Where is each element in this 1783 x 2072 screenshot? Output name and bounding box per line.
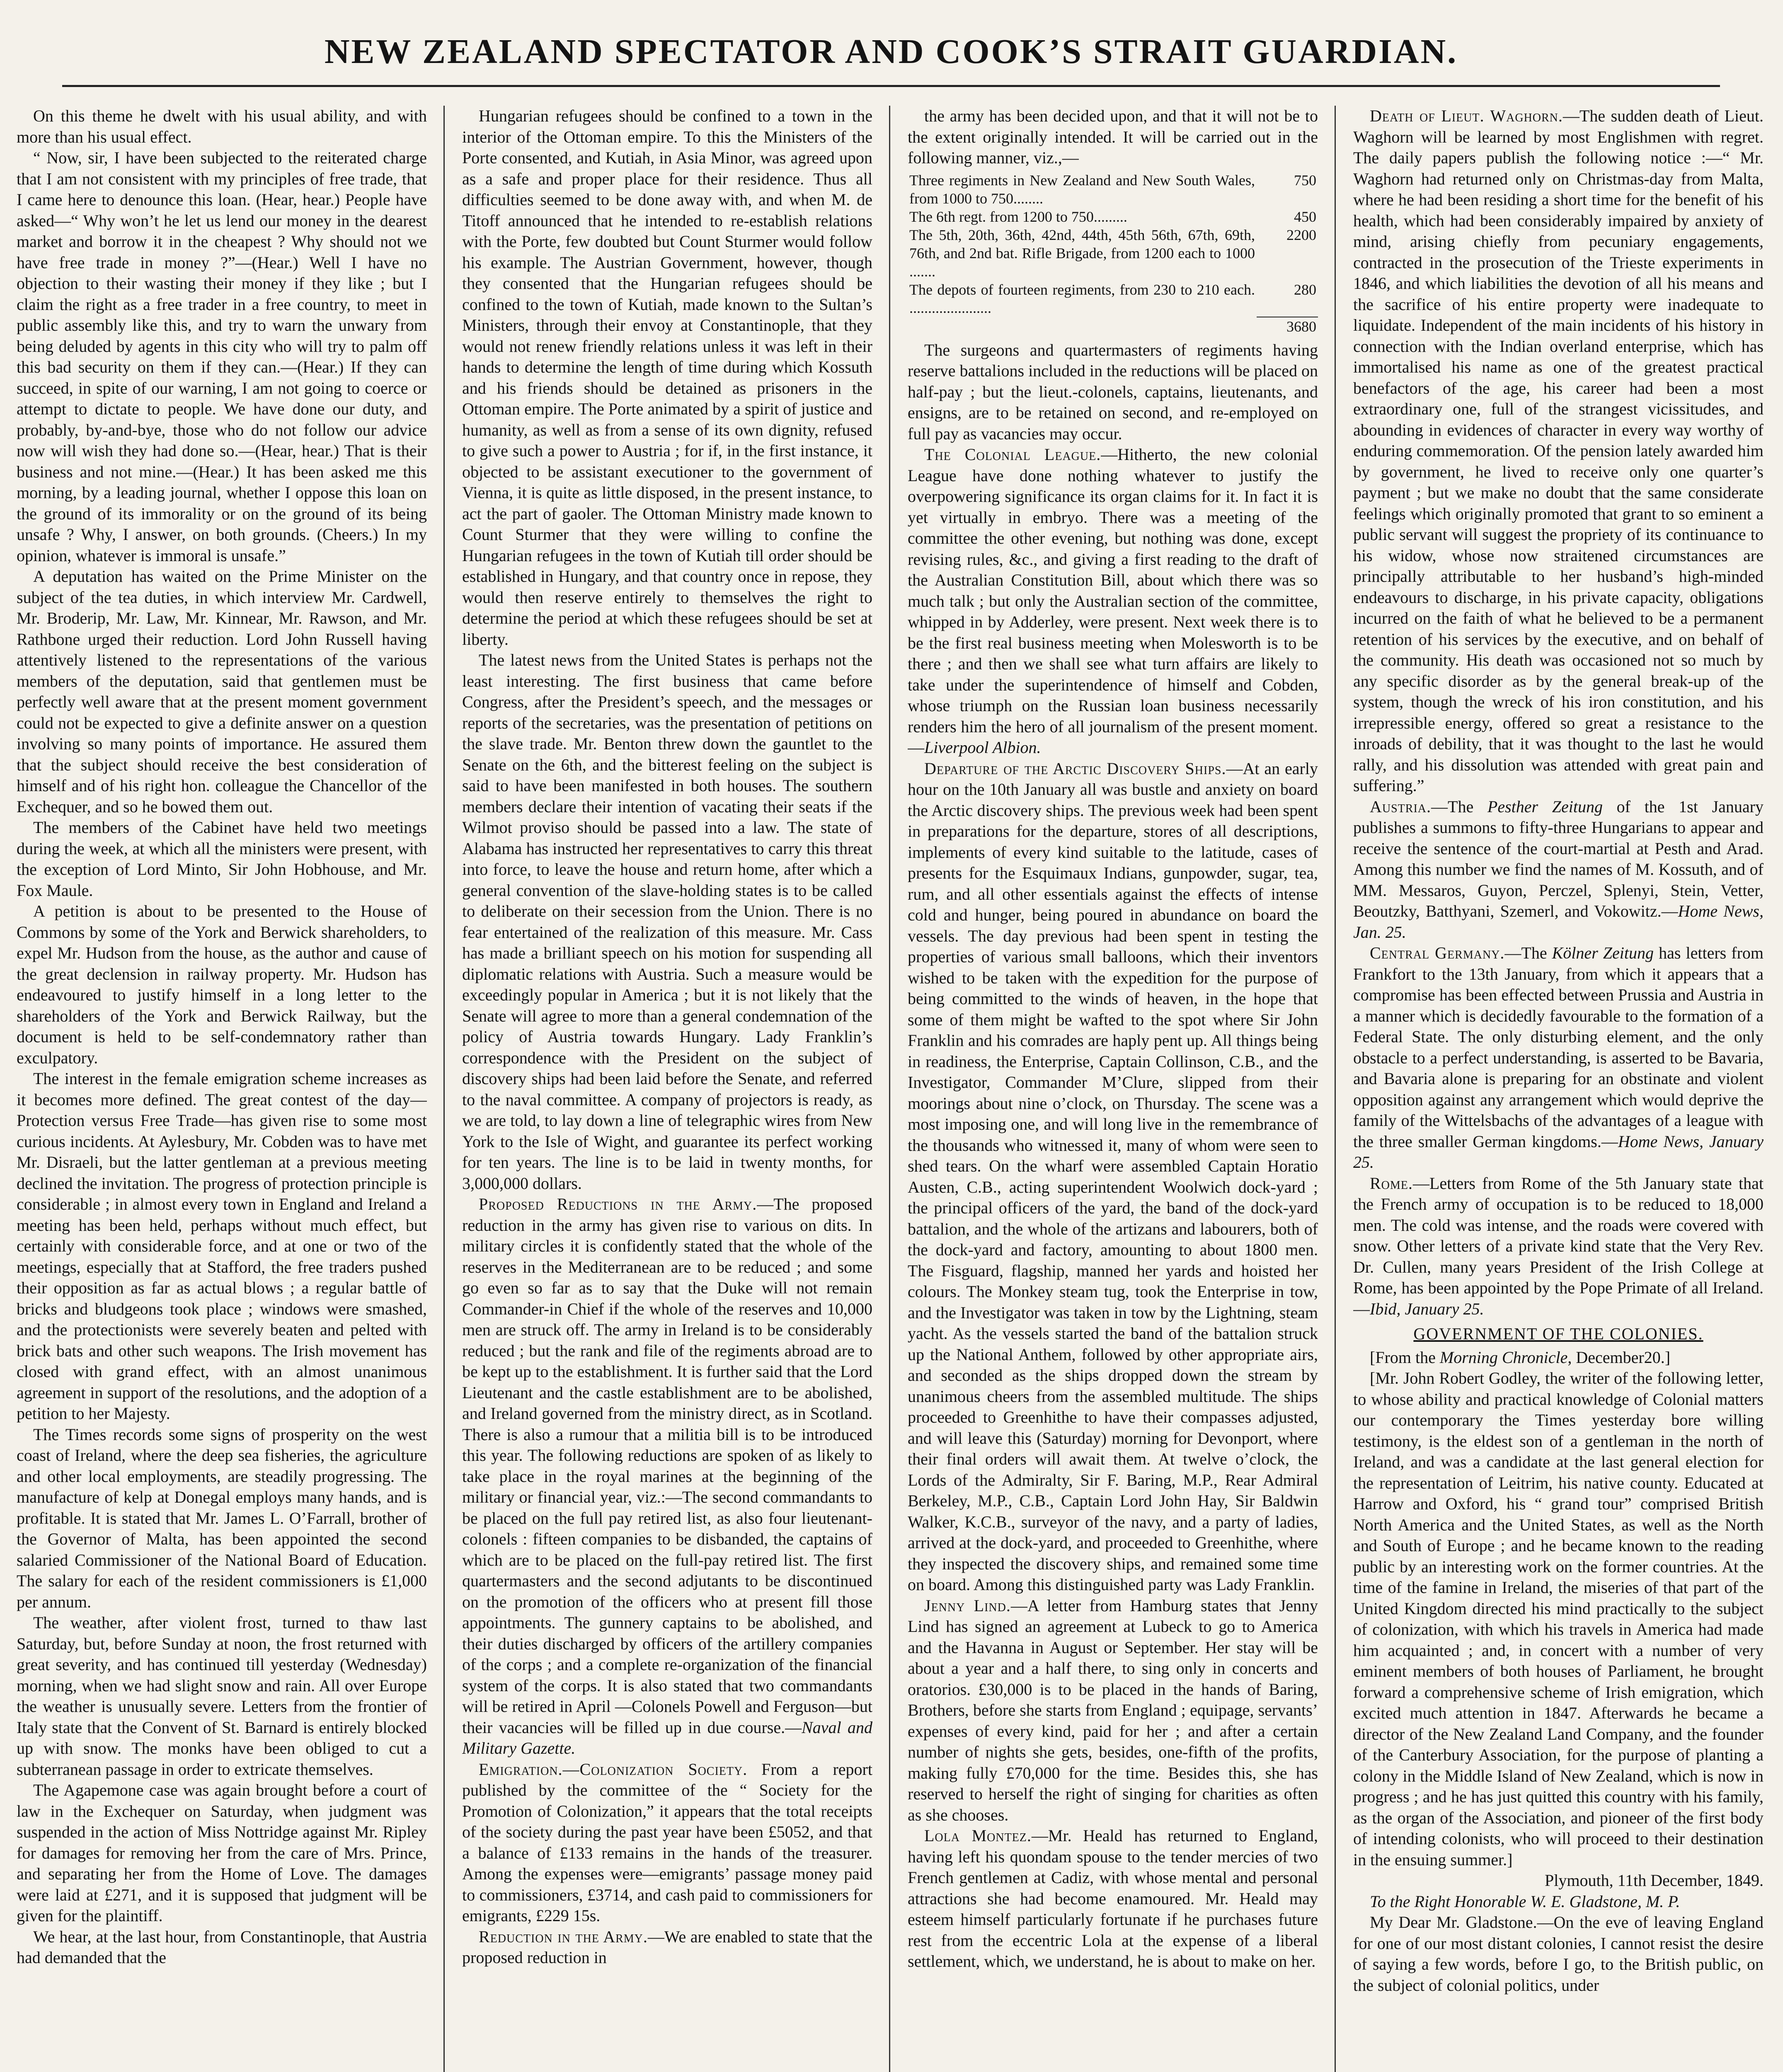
article-heading: Death of Lieut. Waghorn.: [1370, 107, 1563, 125]
table-cell: 450: [1294, 208, 1316, 225]
article-paragraph: [908, 758, 1318, 1595]
masthead-title: NEW ZEALAND SPECTATOR AND COOK’S STRAIT GUARDIAN.: [324, 32, 1458, 71]
newspaper-name: Morning Chronicle: [1439, 1348, 1568, 1367]
column-divider: [443, 106, 445, 2072]
article-heading: Reduction in the Army.: [479, 1927, 648, 1946]
article-heading: Jenny Lind.: [924, 1596, 1011, 1615]
column-divider: [889, 106, 890, 2072]
article-heading: Emigration.—Colonization Society.: [479, 1760, 748, 1779]
article-heading: Lola Montez.: [924, 1826, 1032, 1845]
table-row: [908, 226, 1318, 281]
table-cell: The 5th, 20th, 36th, 42nd, 44th, 45th 56th, 67th, 69th, 76th, and 2nd bat. Rifle Brigade, from 1200 each to 1000 .......: [909, 226, 1255, 280]
table-total-row: [908, 317, 1318, 336]
article-paragraph: “ Now, sir, I have been subjected to the reiterated charge that I am not consistent with my principles of free trade, that I came here to denounce this loan. (Hear, hear.) People have asked—“ Why won’t he let us lend our money in the dearest market and borrow it in the cheapest ? Why should not we have free trade in money ?”—(Hear.) Well I have no objection to their wasting their money if they like ; but I claim the right as a free trader in a free country, to meet in public assembly like this, and try to warn the unwary from being deluded by agents in this city who will try to palm off this bad security on them if they can.—(Hear.) If they can succeed, in spite of our warning, I am not going to coerce or attempt to dictate to people. We have done our duty, and probably, by-and-bye, those who do not follow our advice now will wish they had done so.—(Hear, hear.) That is their business and not mine.—(Hear.) It has been asked me this morning, by a leading journal, whether I oppose this loan on the ground of its immorality or on the ground of its being unsafe ? Why, I answer, on both grounds. (Cheers.) In my opinion, whatever is immoral is unsafe.”: [17, 148, 427, 565]
article-body: —We are enabled to state that the proposed reduction in: [462, 1927, 872, 1967]
article-heading: Austria.: [1370, 797, 1432, 816]
article-paragraph: the army has been decided upon, and that it will not be to the extent originally intended. It will be carried out in the following manner, viz.,—: [908, 107, 1318, 167]
article-body: of the 1st January publishes a summons to fifty-three Hungarians to appear and receive the sentence of the court-martial at Pesth and Arad. Among this number we find the names of M. Kossuth, and of MM. Messaros, Guyon, Perczel, Splenyi, Stein, Vetter, Beoutzky, Batthyani, Szemerl, and Vokowitz.—: [1353, 797, 1764, 920]
article-paragraph: We hear, at the last hour, from Constantinople, that Austria had demanded that the: [17, 1927, 427, 1967]
table-row: [908, 208, 1318, 226]
article-paragraph: On this theme he dwelt with his usual ability, and with more than his usual effect.: [17, 107, 427, 146]
table-row: [908, 281, 1318, 317]
article-body: —Hitherto, the new colonial League have done nothing whatever to justify the overpowering significance its organ claims for it. In fact it is yet virtually in embryo. There was a meeting of the committee the other evening, but nothing was done, except revising rules, &c., and giving a first reading to the draft of the Australian Constitution Bill, about which there was so much talk ; but only the Australian section of the committee, whipped in by Adderley, were present. Next week there is to be the first real business meeting when Molesworth is to be there ; and then we shall see what turn affairs are likely to take under the superintendence of himself and Cobden, whose triumph on the Russian loan business necessarily renders him the hero of all journalism of the present moment.—: [908, 445, 1318, 757]
article-paragraph: The interest in the female emigration scheme increases as it becomes more defined. The great contest of the day—Protection versus Free Trade—has given rise to some most curious incidents. At Aylesbury, Mr. Cobden was to have met Mr. Disraeli, but the latter gentleman at a previous meeting declined the invitation. The progress of protection principle is considerable ; in almost every town in England and Ireland a meeting has been held, perhaps without much effect, but certainly with considerable force, and at one or two of the meetings, especially that at Stafford, the free traders pushed their opposition as far as actual blows ; a regular battle of bricks and bludgeons took place ; windows were smashed, and the protectionists were severely beaten and pelted with brick bats and other such weapons. The Irish movement has closed with grand effect, with an almost unanimous agreement in support of the resolutions, and the adoption of a petition to her Majesty.: [17, 1069, 427, 1423]
article-paragraph: [462, 1759, 872, 1927]
source-credit: Naval and Military Gazette.: [462, 1718, 872, 1757]
article-body: —Letters from Rome of the 5th January state that the French army of occupation is to be reduced to 18,000 men. The cold was intense, and the roads were covered with snow. Other letters of a private kind state that the Very Rev. Dr. Cullen, many years President of the Irish College at Rome, has been appointed by the Pope Primate of all Ireland.—: [1353, 1174, 1764, 1318]
article-paragraph: [462, 1194, 872, 1759]
table-cell: 2200: [1286, 226, 1316, 243]
source-credit: Ibid, January 25.: [1370, 1299, 1484, 1318]
letter-address: To the Right Honorable W. E. Gladstone, M. P.: [1370, 1892, 1680, 1911]
article-heading: The Colonial League.: [924, 445, 1101, 464]
masthead-rule: [62, 85, 1720, 87]
article-paragraph: The Times records some signs of prosperity on the west coast of Ireland, where the deep sea fisheries, the agriculture and other local employments, are steadily progressing. The manufacture of kelp at Donegal employs many hands, and is profitable. It is stated that Mr. James L. O’Farrall, brother of the Governor of Malta, has been appointed the second salaried Commissioner of the National Board of Education. The salary for each of the resident commissioners is £1,000 per annum.: [17, 1425, 427, 1611]
source-credit: Home News, January 25.: [1353, 1132, 1764, 1172]
source-credit: Home News, Jan. 25.: [1353, 902, 1764, 942]
article-paragraph: [1353, 796, 1764, 943]
section-title: GOVERNMENT OF THE COLONIES.: [1413, 1324, 1703, 1343]
article-body: —A letter from Hamburg states that Jenny Lind has signed an agreement at Lubeck to go to America and the Havanna in August or September. Her stay will be about a year and a half there, to sing only in concerts and oratorios. £30,000 is to be placed in the hands of Baring, Brothers, before she starts from England ; equipage, servants’ expenses of every kind, paid for her ; and after a certain number of nights she gets, besides, one-fifth of the profits, making fully £70,000 for the time. Besides this, she has reserved to herself the right of singing for charities as often as she chooses.: [908, 1596, 1318, 1824]
article-paragraph: The members of the Cabinet have held two meetings during the week, at which all the ministers were present, with the exception of Lord Minto, Sir John Hobhouse, and Mr. Fox Maule.: [17, 818, 427, 900]
column-divider: [1335, 106, 1336, 2072]
article-body: , December20.]: [1567, 1348, 1671, 1367]
masthead: [62, 25, 1720, 87]
article-paragraph: [Mr. John Robert Godley, the writer of the following letter, to whose ability and practical knowledge of Colonial matters our contemporary the Times yesterday bore willing testimony, is the eldest son of a gentleman in the north of Ireland, and was a candidate at the last general election for the representation of Leitrim, his native county. Educated at Harrow and Oxford, his “ grand tour” comprised British North America and the United States, as well as the North and South of Europe ; and he became known to the reading public by an interesting work on the former countries. At the time of the famine in Ireland, the miseries of that part of the United Kingdom directed his mind practically to the subject of colonization, with which his travels in America had made him acquainted ; and, in concert with a number of very eminent members of both houses of Parliament, he brought forward a comprehensive scheme of Irish emigration, which excited much attention in 1847. Afterwards he became a director of the New Zealand Land Company, and the founder of the Canterbury Association, for the purpose of planting a colony in the Middle Island of New Zealand, which is now in progress ; and he has just quitted this country with his family, as the organ of the Association, and pioneer of the first body of intending colonists, who will proceed to their destination in the ensuing summer.]: [1353, 1369, 1764, 1869]
article-body: —The sudden death of Lieut. Waghorn will be learned by most Englishmen with regret. The daily papers publish the following notice :—“ Mr. Waghorn had returned only on Christmas-day from Malta, where he had been residing a short time for the benefit of his health, which had been considerably impaired by anxiety of mind, arising chiefly from pecuniary engagements, contracted in the prosecution of the Trieste experiments in 1846, and which liabilities the devotion of all his means and the sacrifice of his entire property were inadequate to liquidate. Independent of the main incidents of his history in connection with the Indian overland enterprise, which has immortalised his name as one of the greatest practical benefactors of the age, his career had been a most extraordinary one, full of the strangest vicissitudes, and abounding in evidences of character in every way worthy of enduring commemoration. Of the pension lately awarded him by government, he lived to receive only one quarter’s payment ; but we make no doubt that the same considerate feelings which originally promoted that grant to so eminent a public servant will suggest the propriety of its continuance to his widow, whose now straitened circumstances are principally attributable to her husband’s high-minded endeavours to discharge, in his private capacity, obligations incurred on the faith of what he believed to be a permanent retention of his services by the executive, and on behalf of the community. His death was occasioned not so much by any specific disorder as by the general break-up of the system, though the wreck of his iron constitution, and his irrepressible energy, offered so great a resistance to the inroads of debility, that it was thought to the last he would rally, and his dissolution was attended with great pain and suffering.”: [1353, 107, 1764, 795]
article-paragraph: [1353, 106, 1764, 796]
article-body: has letters from Frankfort to the 13th January, from which it appears that a compromise has been effected between Prussia and Austria in a manner which is decidedly favourable to the formation of a Federal State. The only disturbing element, and the only obstacle to a perfect understanding, is asserted to be Bavaria, and Bavaria alone is preparing for an obstinate and violent opposition against any arrangement which would deprive the family of the Wittelsbachs of the advantages of a league with the three smaller German kingdoms.—: [1353, 944, 1764, 1151]
source-credit: Liverpool Albion.: [924, 738, 1041, 757]
article-heading: Departure of the Arctic Discovery Ships.: [924, 759, 1226, 778]
article-paragraph: [462, 1927, 872, 1968]
article-body: —The proposed reduction in the army has given rise to various on dits. In military circles it is confidently stated that the whole of the reserves in the Mediterranean are to be reduced ; and some go even so far as to say that the Duke will not remain Commander-in Chief if the whole of the reserves and 10,000 men are struck off. The army in Ireland is to be considerably reduced ; but the rank and file of the regiments abroad are to be kept up to the establishment. It is further said that the Lord Lieutenant and the castle establishment are to be abolished, and Ireland governed from the ministry direct, as in Scotland. There is also a rumour that a militia bill is to be introduced this year. The following reductions are spoken of as likely to take place in the royal marines at the beginning of the military or financial year, viz.:—The second commandants to be placed on the full pay retired list, as also four lieutenant-colonels : fifteen companies to be disbanded, the captains of which are to be placed on the full-pay retired list. The first quartermasters and the second adjutants to be discontinued on the promotion of the officers who at present fill those appointments. The gunnery captains to be abolished, and their duties discharged by officers of the artillery companies of the corps ; and a complete re-organization of the financial system of the corps. It is also stated that two commandants will be retired in April —Colonels Powell and Ferguson—but their vacancies will be filled up in due course.—: [462, 1195, 872, 1737]
article-body: [From the: [1370, 1348, 1440, 1367]
table-cell: The 6th regt. from 1200 to 750.........: [909, 208, 1127, 225]
article-body: From a report published by the committee of the “ Society for the Promotion of Colonization,” it appears that the total receipts of the society during the past year have been £5052, and that a balance of £133 remains in the hands of the treasurer. Among the expenses were—emigrants’ passage money paid to commissioners, £3714, and cash paid to commissioners for emigrants, £229 15s.: [462, 1760, 872, 1925]
article-body: —Mr. Heald has returned to England, having left his quondam spouse to the tender mercies of two French gentlemen at Cadiz, with whose mental and personal attractions she had become enamoured. Mr. Heald may esteem himself particularly fortunate if he purchases future rest from the eccentric Lola at the expense of a liberal settlement, which, we understand, he is about to make on her.: [908, 1826, 1318, 1970]
article-body: —The: [1504, 944, 1552, 962]
article-paragraph: [1353, 1173, 1764, 1320]
source-line: [1353, 1347, 1764, 1368]
article-paragraph: The weather, after violent frost, turned to thaw last Saturday, but, before Sunday at noon, the frost returned with great severity, and has continued till yesterday (Wednesday) morning, when we had slight snow and rain. All over Europe the weather is unusually severe. Letters from the frontier of Italy state that the Convent of St. Barnard is entirely blocked up with snow. The monks have been obliged to cut a subterranean passage in order to extricate themselves.: [17, 1613, 427, 1779]
article-paragraph: [908, 444, 1318, 758]
table-cell: 280: [1294, 281, 1316, 298]
article-paragraph: A petition is about to be presented to the House of Commons by some of the York and Berwick shareholders, to expel Mr. Hudson from the house, as the author and cause of the great declension in railway property. Mr. Hudson has endeavoured to justify himself in a long letter to the shareholders of the York and Berwick Railway, but the document is held to be self-condemnatory rather than exculpatory.: [17, 902, 427, 1067]
article-paragraph: [908, 1825, 1318, 1972]
table-cell: 750: [1294, 172, 1316, 189]
table-cell: [908, 317, 1257, 336]
regiment-reduction-table: [908, 171, 1318, 336]
newspaper-name: Kölner Zeitung: [1552, 944, 1654, 962]
article-paragraph: My Dear Mr. Gladstone.—On the eve of leaving England for one of our most distant colonies, I cannot resist the desire of saying a few words, before I go, to the British public, on the subject of colonial politics, under: [1353, 1913, 1764, 1995]
article-paragraph: A deputation has waited on the Prime Minister on the subject of the tea duties, in which interview Mr. Cardwell, Mr. Broderip, Mr. Law, Mr. Kinnear, Mr. Rawson, and Mr. Rathbone urged their reduction. Lord John Russell having attentively listened to the representations of the various members of the deputation, said that gentlemen must be perfectly well aware that at the present moment government could not be expected to give a definite answer on a question involving so many points of importance. He assured them that the subject should receive the best consideration of himself and of his right hon. colleague the Chancellor of the Exchequer, and so he bowed them out.: [17, 567, 427, 816]
column-4: [1353, 106, 1764, 2072]
newspaper-name: Pesther Zeitung: [1487, 797, 1603, 816]
article-paragraph: The surgeons and quartermasters of regiments having reserve battalions included in the reductions will be placed on half-pay ; but the lieut.-colonels, captains, lieutenants, and ensigns, are to be retained on second, and re-employed on full pay as vacancies may occur.: [908, 340, 1318, 443]
article-body: —The: [1431, 797, 1487, 816]
article-heading: Proposed Reductions in the Army.: [479, 1195, 757, 1213]
article-paragraph: Hungarian refugees should be confined to a town in the interior of the Ottoman empire. To this the Ministers of the Porte consented, and Kutiah, in Asia Minor, was agreed upon as a safe and proper place for their residence. Thus all difficulties seemed to be done away with, and when M. de Titoff announced that he intended to re-establish relations with the Porte, few doubted but Count Sturmer would follow his example. The Austrian Government, however, though they consented that the Hungarian refugees should be confined to the town of Kutiah, made known to the Sultan’s Ministers, through their envoy at Constantinople, that they would not renew friendly relations unless it was left in their hands to determine the length of time during which Kossuth and his friends should be detained as prisoners in the Ottoman empire. The Porte animated by a spirit of justice and humanity, as well as from a sense of its own dignity, refused to give such a power to Austria ; for if, in the first instance, it objected to be assistant executioner to the government of Vienna, it is quite as little disposed, in the present instance, to act the part of gaoler. The Ottoman Ministry made known to Count Sturmer that they were willing to confine the Hungarian refugees in the town of Kutiah till order should be established in Hungary, and that country once in repose, they would then reserve entirely to themselves the right to determine the period at which these refugees should be set at liberty.: [462, 107, 872, 649]
dateline: Plymouth, 11th December, 1849.: [1545, 1871, 1764, 1890]
table-cell: Three regiments in New Zealand and New South Wales, from 1000 to 750........: [909, 172, 1255, 207]
table-row: [908, 171, 1318, 208]
article-heading: Rome.: [1370, 1174, 1413, 1193]
article-paragraph: The Agapemone case was again brought before a court of law in the Exchequer on Saturday, when judgment was suspended in the action of Miss Nottridge against Mr. Ripley for damages for removing her from the care of Mrs. Prince, and separating her from the Home of Love. The damages were laid at £271, and it is supposed that judgment will be given for the plaintiff.: [17, 1781, 427, 1925]
table-cell: The depots of fourteen regiments, from 230 to 210 each. ......................: [909, 281, 1255, 316]
column-2: [462, 106, 872, 2072]
article-paragraph: The latest news from the United States is perhaps not the least interesting. The first business that came before Congress, after the President’s speech, and the messages or reports of the secretaries, was the presentation of petitions on the slave trade. Mr. Benton threw down the gauntlet to the Senate on the 6th, and the bitterest feeling on the subject is said to have been manifested in both houses. The southern members declare their intention of vacating their seats if the Wilmot proviso should be passed into a law. The state of Alabama has instructed her representatives to carry this threat into force, to leave the house and return home, after which a general convention of the slave-holding states is to be called to deliberate on their secession from the Union. There is no fear entertained of the realization of this measure. Mr. Cass has made a brilliant speech on his motion for suspending all diplomatic relations with Austria. Such a measure would be exceedingly popular in America ; but it is not likely that the Senate will agree to more than a general condemnation of the policy of Austria towards Hungary. Lady Franklin’s correspondence with the President on the subject of discovery ships had been laid before the Senate, and referred to the naval committee. A company of projectors is ready, as we are told, to lay down a line of telegraphic wires from New York to the Isle of Wight, and guarantee its perfect working for ten years. The line is to be laid in twenty months, for 3,000,000 dollars.: [462, 651, 872, 1193]
article-paragraph: [908, 1595, 1318, 1826]
column-3: [908, 106, 1318, 2072]
table-total: 3680: [1257, 317, 1318, 336]
article-heading: Central Germany.: [1370, 944, 1505, 962]
article-body: —At an early hour on the 10th January all was bustle and anxiety on board the Arctic discovery ships. The previous week had been spent in preparations for the departure, stores of all descriptions, implements of every kind suitable to the latitude, cases of presents for the Esquimaux Indians, gunpowder, sugar, tea, rum, and all other essentials against the effects of intense cold and hunger, being poured in abundance on board the vessels. The day previous had been spent in testing the properties of various small balloons, which their inventors wished to be taken with the expedition for the purpose of being committed to the winds of heaven, in the hope that some of them might be wafted to the spot where Sir John Franklin and his comrades are haply pent up. All things being in readiness, the Enterprise, Captain Collinson, C.B., and the Investigator, Commander M’Clure, slipped from their moorings about nine o’clock, on Thursday. The scene was a most imposing one, and will long live in the remembrance of the thousands who witnessed it, many of whom were seen to shed tears. On the wharf were assembled Captain Horatio Austen, C.B., acting superintendent Woolwich dock-yard ; the principal officers of the yard, the band of the dock-yard battalion, and the whole of the artizans and labourers, both of the dock-yard and factory, amounting to about 1800 men. The Fisguard, flagship, manned her yards and hoisted her colours. The Monkey steam tug, took the Enterprise in tow, and the Investigator was taken in tow by the Lightning, steam yacht. As the vessels started the band of the battalion struck up the National Anthem, followed by other appropriate airs, and seconded as the ships dropped down the stream by unanimous cheers from the assembled multitude. The ships proceeded to Greenhithe to have their compasses adjusted, and will leave this (Saturday) morning for Devonport, where their final orders will await them. At twelve o’clock, the Lords of the Admiralty, Sir F. Baring, M.P., Rear Admiral Berkeley, M.P., C.B., Captain Lord John Hay, Sir Baldwin Walker, K.C.B., surveyor of the navy, and a party of ladies, arrived at the dock-yard, and proceeded to Greenhithe, where they inspected the discovery ships, and remained some time on board. Among this distinguished party was Lady Franklin.: [908, 759, 1318, 1594]
article-paragraph: [1353, 943, 1764, 1173]
column-1: [17, 106, 427, 2072]
